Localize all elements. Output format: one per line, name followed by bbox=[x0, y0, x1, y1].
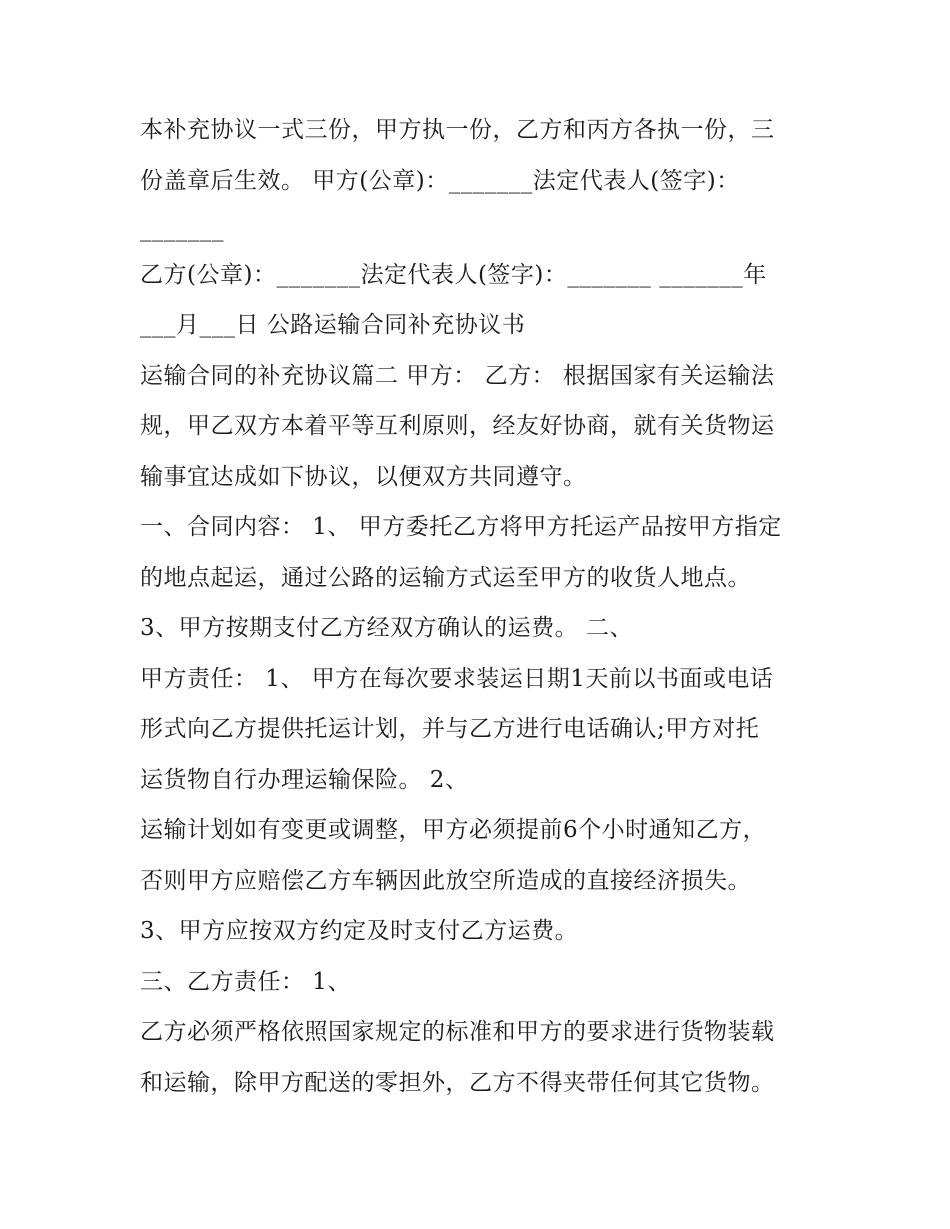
text-line: 否则甲方应赔偿乙方车辆因此放空所造成的直接经济损失。 bbox=[140, 868, 751, 894]
text-line: 一、合同内容： 1、 甲方委托乙方将甲方托运产品按甲方指定 bbox=[140, 514, 782, 540]
text-line: 乙方必须严格依照国家规定的标准和甲方的要求进行货物装载 bbox=[140, 1019, 775, 1045]
text-line: _______ bbox=[140, 216, 224, 242]
text-line: 甲方责任： 1、 甲方在每次要求装运日期1天前以书面或电话 bbox=[140, 666, 774, 692]
text-line: 运货物自行办理运输保险。 2、 bbox=[140, 767, 469, 793]
text-line: 乙方(公章)：_______法定代表人(签字)：_______ _______年 bbox=[140, 262, 767, 288]
text-line: 运输合同的补充协议篇二 甲方： 乙方： 根据国家有关运输法 bbox=[140, 363, 775, 389]
text-line: 的地点起运，通过公路的运输方式运至甲方的收货人地点。 bbox=[140, 565, 751, 591]
text-line: 规，甲乙双方本着平等互利原则，经友好协商，就有关货物运 bbox=[140, 413, 775, 439]
text-line: 三、乙方责任： 1、 bbox=[140, 969, 351, 995]
text-line: 和运输，除甲方配送的零担外，乙方不得夹带任何其它货物。 bbox=[140, 1070, 775, 1096]
text-line: 输事宜达成如下协议，以便双方共同遵守。 bbox=[140, 464, 587, 490]
text-line: 运输计划如有变更或调整，甲方必须提前6个小时通知乙方， bbox=[140, 817, 767, 843]
text-line: 3、甲方应按双方约定及时支付乙方运费。 bbox=[140, 918, 579, 944]
text-line: 份盖章后生效。 甲方(公章)：_______法定代表人(签字)： bbox=[140, 168, 740, 194]
text-line: 本补充协议一式三份，甲方执一份，乙方和丙方各执一份，三 bbox=[140, 117, 775, 143]
text-line: 形式向乙方提供托运计划，并与乙方进行电话确认;甲方对托 bbox=[140, 716, 760, 742]
text-line: ___月___日 公路运输合同补充协议书 bbox=[140, 312, 526, 338]
text-line: 3、甲方按期支付乙方经双方确认的运费。 二、 bbox=[140, 615, 633, 641]
